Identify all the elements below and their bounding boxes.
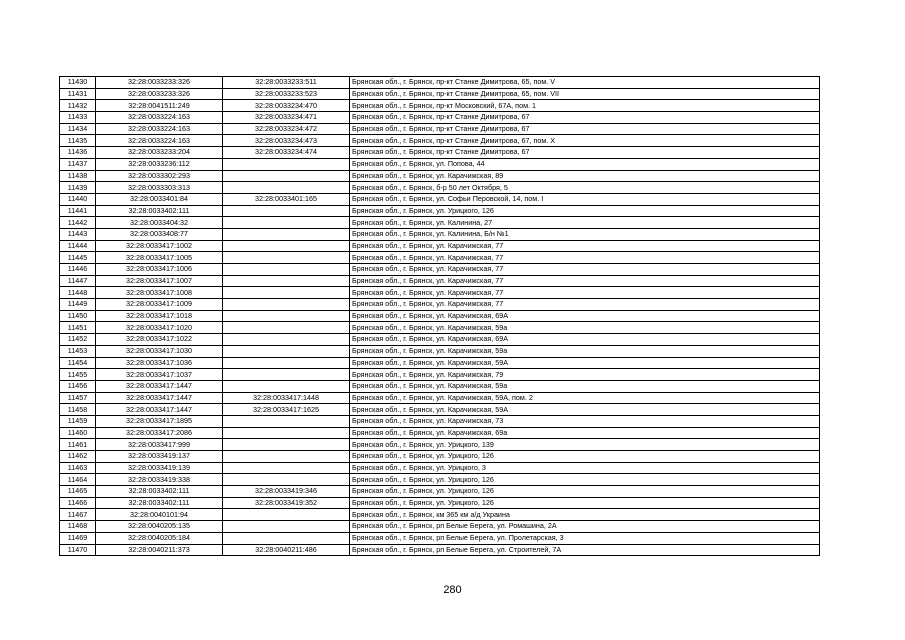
land-cadastral-number-cell: 32:28:0033417:1008 xyxy=(96,287,223,299)
row-number-cell: 11468 xyxy=(60,521,96,533)
address-cell: Брянская обл., г. Брянск, ул. Урицкого, 126 xyxy=(350,486,820,498)
row-number-cell: 11449 xyxy=(60,299,96,311)
address-cell: Брянская обл., г. Брянск, рп Белые Берега, ул. Строителей, 7А xyxy=(350,544,820,556)
land-cadastral-number-cell: 32:28:0040205:135 xyxy=(96,521,223,533)
row-number-cell: 11432 xyxy=(60,100,96,112)
row-number-cell: 11436 xyxy=(60,147,96,159)
object-cadastral-number-cell: 32:28:0033419:352 xyxy=(223,497,350,509)
object-cadastral-number-cell xyxy=(223,299,350,311)
address-cell: Брянская обл., г. Брянск, ул. Карачижская, 69А xyxy=(350,310,820,322)
address-cell: Брянская обл., г. Брянск, ул. Карачижская, 79 xyxy=(350,369,820,381)
row-number-cell: 11435 xyxy=(60,135,96,147)
address-cell: Брянская обл., г. Брянск, ул. Урицкого, 139 xyxy=(350,439,820,451)
table-row xyxy=(60,427,820,439)
land-cadastral-number-cell: 32:28:0033417:1030 xyxy=(96,345,223,357)
address-cell: Брянская обл., г. Брянск, ул. Урицкого, 126 xyxy=(350,474,820,486)
object-cadastral-number-cell: 32:28:0033419:346 xyxy=(223,486,350,498)
row-number-cell: 11430 xyxy=(60,77,96,89)
row-number-cell: 11453 xyxy=(60,345,96,357)
table-row xyxy=(60,439,820,451)
row-number-cell: 11443 xyxy=(60,228,96,240)
object-cadastral-number-cell xyxy=(223,264,350,276)
table-row xyxy=(60,123,820,135)
object-cadastral-number-cell xyxy=(223,182,350,194)
object-cadastral-number-cell xyxy=(223,310,350,322)
row-number-cell: 11459 xyxy=(60,415,96,427)
table-row xyxy=(60,521,820,533)
row-number-cell: 11448 xyxy=(60,287,96,299)
address-cell: Брянская обл., г. Брянск, ул. Калинина, 27 xyxy=(350,217,820,229)
row-number-cell: 11467 xyxy=(60,509,96,521)
land-cadastral-number-cell: 32:28:0033417:1037 xyxy=(96,369,223,381)
object-cadastral-number-cell xyxy=(223,345,350,357)
address-cell: Брянская обл., г. Брянск, ул. Карачижская, 69А xyxy=(350,334,820,346)
land-cadastral-number-cell: 32:28:0033417:1447 xyxy=(96,380,223,392)
land-cadastral-number-cell: 32:28:0033417:1007 xyxy=(96,275,223,287)
address-cell: Брянская обл., г. Брянск, ул. Карачижская, 77 xyxy=(350,252,820,264)
object-cadastral-number-cell xyxy=(223,532,350,544)
table-row xyxy=(60,345,820,357)
address-cell: Брянская обл., г. Брянск, ул. Попова, 44 xyxy=(350,158,820,170)
address-cell: Брянская обл., г. Брянск, б-р 50 лет Октября, 5 xyxy=(350,182,820,194)
land-cadastral-number-cell: 32:28:0033419:139 xyxy=(96,462,223,474)
object-cadastral-number-cell xyxy=(223,509,350,521)
row-number-cell: 11464 xyxy=(60,474,96,486)
land-cadastral-number-cell: 32:28:0033417:1895 xyxy=(96,415,223,427)
table-row xyxy=(60,299,820,311)
object-cadastral-number-cell xyxy=(223,451,350,463)
object-cadastral-number-cell: 32:28:0033233:511 xyxy=(223,77,350,89)
table-row xyxy=(60,497,820,509)
address-cell: Брянская обл., г. Брянск, ул. Карачижская, 77 xyxy=(350,240,820,252)
table-row xyxy=(60,404,820,416)
table-row xyxy=(60,112,820,124)
object-cadastral-number-cell xyxy=(223,217,350,229)
object-cadastral-number-cell xyxy=(223,158,350,170)
row-number-cell: 11431 xyxy=(60,88,96,100)
table-row xyxy=(60,205,820,217)
table-row xyxy=(60,380,820,392)
address-cell: Брянская обл., г. Брянск, пр-кт Станке Димитрова, 67 xyxy=(350,123,820,135)
land-cadastral-number-cell: 32:28:0033303:313 xyxy=(96,182,223,194)
land-cadastral-number-cell: 32:28:0033401:84 xyxy=(96,193,223,205)
object-cadastral-number-cell xyxy=(223,439,350,451)
land-cadastral-number-cell: 32:28:0033408:77 xyxy=(96,228,223,240)
land-cadastral-number-cell: 32:28:0033419:137 xyxy=(96,451,223,463)
address-cell: Брянская обл., г. Брянск, ул. Калинина, Б/н №1 xyxy=(350,228,820,240)
land-cadastral-number-cell: 32:28:0041511:249 xyxy=(96,100,223,112)
object-cadastral-number-cell xyxy=(223,369,350,381)
row-number-cell: 11456 xyxy=(60,380,96,392)
address-cell: Брянская обл., г. Брянск, км 365 км а/д Украина xyxy=(350,509,820,521)
address-cell: Брянская обл., г. Брянск, ул. Карачижская, 59А xyxy=(350,404,820,416)
land-cadastral-number-cell: 32:28:0033233:204 xyxy=(96,147,223,159)
table-row xyxy=(60,240,820,252)
land-cadastral-number-cell: 32:28:0040205:184 xyxy=(96,532,223,544)
land-cadastral-number-cell: 32:28:0040211:373 xyxy=(96,544,223,556)
table-row xyxy=(60,357,820,369)
land-cadastral-number-cell: 32:28:0033402:111 xyxy=(96,205,223,217)
land-cadastral-number-cell: 32:28:0033417:2086 xyxy=(96,427,223,439)
land-cadastral-number-cell: 32:28:0033417:1005 xyxy=(96,252,223,264)
address-cell: Брянская обл., г. Брянск, ул. Карачижская, 59а xyxy=(350,380,820,392)
table-row xyxy=(60,100,820,112)
row-number-cell: 11460 xyxy=(60,427,96,439)
table-row xyxy=(60,486,820,498)
land-cadastral-number-cell: 32:28:0033419:338 xyxy=(96,474,223,486)
address-cell: Брянская обл., г. Брянск, ул. Урицкого, 3 xyxy=(350,462,820,474)
land-cadastral-number-cell: 32:28:0033417:999 xyxy=(96,439,223,451)
land-cadastral-number-cell: 32:28:0033417:1002 xyxy=(96,240,223,252)
row-number-cell: 11466 xyxy=(60,497,96,509)
table-row xyxy=(60,322,820,334)
table-row xyxy=(60,158,820,170)
land-cadastral-number-cell: 32:28:0033402:111 xyxy=(96,497,223,509)
land-cadastral-number-cell: 32:28:0033417:1036 xyxy=(96,357,223,369)
object-cadastral-number-cell xyxy=(223,275,350,287)
address-cell: Брянская обл., г. Брянск, ул. Софьи Перовской, 14, пом. I xyxy=(350,193,820,205)
address-cell: Брянская обл., г. Брянск, ул. Карачижская, 89 xyxy=(350,170,820,182)
table-row xyxy=(60,135,820,147)
address-cell: Брянская обл., г. Брянск, пр-кт Станке Димитрова, 65, пом. VII xyxy=(350,88,820,100)
address-cell: Брянская обл., г. Брянск, рп Белые Берега, ул. Пролетарская, 3 xyxy=(350,532,820,544)
address-cell: Брянская обл., г. Брянск, пр-кт Станке Димитрова, 67, пом. X xyxy=(350,135,820,147)
table-row xyxy=(60,310,820,322)
page-number: 280 xyxy=(443,584,462,596)
table-row xyxy=(60,170,820,182)
address-cell: Брянская обл., г. Брянск, ул. Урицкого, 126 xyxy=(350,205,820,217)
object-cadastral-number-cell xyxy=(223,462,350,474)
address-cell: Брянская обл., г. Брянск, пр-кт Станке Димитрова, 67 xyxy=(350,112,820,124)
table-row xyxy=(60,334,820,346)
land-cadastral-number-cell: 32:28:0033417:1009 xyxy=(96,299,223,311)
object-cadastral-number-cell: 32:28:0033234:473 xyxy=(223,135,350,147)
land-cadastral-number-cell: 32:28:0033417:1020 xyxy=(96,322,223,334)
object-cadastral-number-cell xyxy=(223,170,350,182)
row-number-cell: 11470 xyxy=(60,544,96,556)
object-cadastral-number-cell: 32:28:0033401:165 xyxy=(223,193,350,205)
row-number-cell: 11441 xyxy=(60,205,96,217)
row-number-cell: 11454 xyxy=(60,357,96,369)
table-row xyxy=(60,147,820,159)
table-row xyxy=(60,369,820,381)
land-cadastral-number-cell: 32:28:0033417:1447 xyxy=(96,404,223,416)
address-cell: Брянская обл., г. Брянск, ул. Карачижская, 77 xyxy=(350,287,820,299)
row-number-cell: 11452 xyxy=(60,334,96,346)
table-row xyxy=(60,287,820,299)
table-row xyxy=(60,415,820,427)
address-cell: Брянская обл., г. Брянск, ул. Карачижская, 77 xyxy=(350,299,820,311)
table-row xyxy=(60,474,820,486)
row-number-cell: 11463 xyxy=(60,462,96,474)
row-number-cell: 11445 xyxy=(60,252,96,264)
address-cell: Брянская обл., г. Брянск, ул. Урицкого, 126 xyxy=(350,497,820,509)
table-row xyxy=(60,544,820,556)
object-cadastral-number-cell xyxy=(223,322,350,334)
land-cadastral-number-cell: 32:28:0033224:163 xyxy=(96,112,223,124)
table-row xyxy=(60,451,820,463)
registry-table-body xyxy=(60,77,820,556)
object-cadastral-number-cell: 32:28:0033417:1625 xyxy=(223,404,350,416)
address-cell: Брянская обл., г. Брянск, пр-кт Станке Димитрова, 65, пом. V xyxy=(350,77,820,89)
object-cadastral-number-cell: 32:28:0033234:474 xyxy=(223,147,350,159)
land-cadastral-number-cell: 32:28:0033417:1447 xyxy=(96,392,223,404)
row-number-cell: 11469 xyxy=(60,532,96,544)
table-row xyxy=(60,462,820,474)
object-cadastral-number-cell: 32:28:0033233:523 xyxy=(223,88,350,100)
table-row xyxy=(60,88,820,100)
land-cadastral-number-cell: 32:28:0033233:326 xyxy=(96,88,223,100)
table-row xyxy=(60,275,820,287)
object-cadastral-number-cell xyxy=(223,415,350,427)
address-cell: Брянская обл., г. Брянск, ул. Карачижская, 69а xyxy=(350,427,820,439)
land-cadastral-number-cell: 32:28:0033233:326 xyxy=(96,77,223,89)
address-cell: Брянская обл., г. Брянск, ул. Карачижская, 77 xyxy=(350,275,820,287)
object-cadastral-number-cell xyxy=(223,287,350,299)
land-cadastral-number-cell: 32:28:0033224:163 xyxy=(96,123,223,135)
address-cell: Брянская обл., г. Брянск, ул. Карачижская, 59А, пом. 2 xyxy=(350,392,820,404)
row-number-cell: 11444 xyxy=(60,240,96,252)
land-cadastral-number-cell: 32:28:0033404:32 xyxy=(96,217,223,229)
land-cadastral-number-cell: 32:28:0033236:112 xyxy=(96,158,223,170)
row-number-cell: 11462 xyxy=(60,451,96,463)
object-cadastral-number-cell xyxy=(223,205,350,217)
row-number-cell: 11458 xyxy=(60,404,96,416)
object-cadastral-number-cell: 32:28:0033234:470 xyxy=(223,100,350,112)
row-number-cell: 11447 xyxy=(60,275,96,287)
object-cadastral-number-cell xyxy=(223,380,350,392)
table-row xyxy=(60,228,820,240)
address-cell: Брянская обл., г. Брянск, ул. Карачижская, 77 xyxy=(350,264,820,276)
row-number-cell: 11461 xyxy=(60,439,96,451)
row-number-cell: 11455 xyxy=(60,369,96,381)
row-number-cell: 11446 xyxy=(60,264,96,276)
row-number-cell: 11439 xyxy=(60,182,96,194)
table-row xyxy=(60,392,820,404)
table-row xyxy=(60,193,820,205)
land-cadastral-number-cell: 32:28:0033417:1006 xyxy=(96,264,223,276)
row-number-cell: 11440 xyxy=(60,193,96,205)
address-cell: Брянская обл., г. Брянск, ул. Карачижская, 73 xyxy=(350,415,820,427)
land-cadastral-number-cell: 32:28:0033302:293 xyxy=(96,170,223,182)
object-cadastral-number-cell xyxy=(223,334,350,346)
row-number-cell: 11438 xyxy=(60,170,96,182)
row-number-cell: 11437 xyxy=(60,158,96,170)
land-cadastral-number-cell: 32:28:0033402:111 xyxy=(96,486,223,498)
row-number-cell: 11434 xyxy=(60,123,96,135)
row-number-cell: 11465 xyxy=(60,486,96,498)
table-row xyxy=(60,182,820,194)
table-row xyxy=(60,264,820,276)
row-number-cell: 11442 xyxy=(60,217,96,229)
row-number-cell: 11450 xyxy=(60,310,96,322)
address-cell: Брянская обл., г. Брянск, пр-кт Московский, 67А, пом. 1 xyxy=(350,100,820,112)
table-row xyxy=(60,252,820,264)
land-cadastral-number-cell: 32:28:0033417:1018 xyxy=(96,310,223,322)
address-cell: Брянская обл., г. Брянск, ул. Карачижская, 59а xyxy=(350,322,820,334)
object-cadastral-number-cell xyxy=(223,427,350,439)
row-number-cell: 11451 xyxy=(60,322,96,334)
table-row xyxy=(60,217,820,229)
land-cadastral-number-cell: 32:28:0033224:163 xyxy=(96,135,223,147)
table-row xyxy=(60,509,820,521)
row-number-cell: 11457 xyxy=(60,392,96,404)
object-cadastral-number-cell xyxy=(223,228,350,240)
address-cell: Брянская обл., г. Брянск, рп Белые Берега, ул. Ромашина, 2А xyxy=(350,521,820,533)
object-cadastral-number-cell: 32:28:0033417:1448 xyxy=(223,392,350,404)
registry-table xyxy=(59,76,820,556)
table-row xyxy=(60,532,820,544)
address-cell: Брянская обл., г. Брянск, ул. Карачижская, 59А xyxy=(350,357,820,369)
object-cadastral-number-cell: 32:28:0033234:472 xyxy=(223,123,350,135)
row-number-cell: 11433 xyxy=(60,112,96,124)
address-cell: Брянская обл., г. Брянск, ул. Карачижская, 59а xyxy=(350,345,820,357)
land-cadastral-number-cell: 32:28:0040101:94 xyxy=(96,509,223,521)
object-cadastral-number-cell xyxy=(223,357,350,369)
table-row xyxy=(60,77,820,89)
object-cadastral-number-cell xyxy=(223,240,350,252)
object-cadastral-number-cell xyxy=(223,521,350,533)
object-cadastral-number-cell: 32:28:0040211:486 xyxy=(223,544,350,556)
land-cadastral-number-cell: 32:28:0033417:1022 xyxy=(96,334,223,346)
object-cadastral-number-cell: 32:28:0033234:471 xyxy=(223,112,350,124)
address-cell: Брянская обл., г. Брянск, пр-кт Станке Димитрова, 67 xyxy=(350,147,820,159)
object-cadastral-number-cell xyxy=(223,474,350,486)
address-cell: Брянская обл., г. Брянск, ул. Урицкого, 126 xyxy=(350,451,820,463)
object-cadastral-number-cell xyxy=(223,252,350,264)
